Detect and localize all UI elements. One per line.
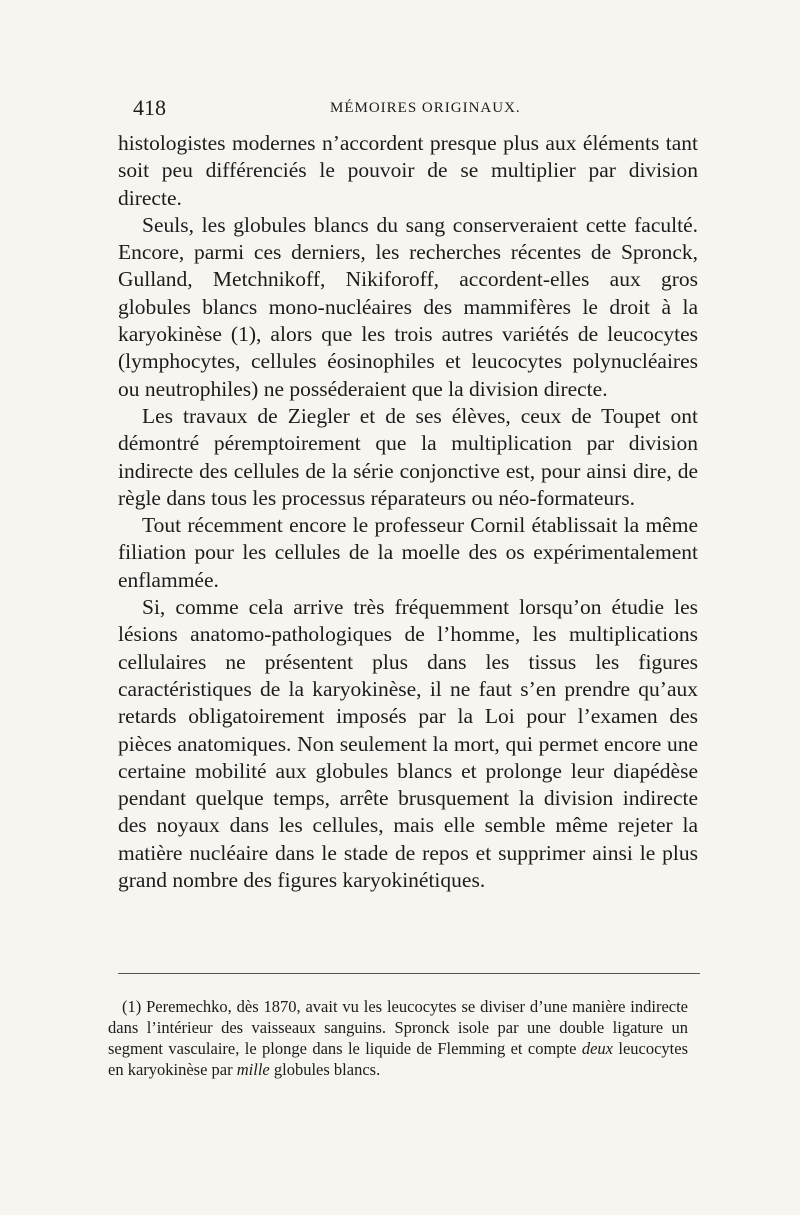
- page-number: 418: [133, 95, 166, 120]
- paragraph-continuation: histologistes modernes n’accordent presque plus aux éléments tant soit peu différenciés le pouvoir de se multiplier par division directe.: [118, 131, 698, 210]
- footnote-italic-mille: mille: [236, 1060, 270, 1079]
- footnote-text-end: globules blancs.: [269, 1060, 381, 1079]
- main-text: [118, 130, 698, 894]
- paragraph-ziegler: Les travaux de Ziegler et de ses élèves, ceux de Toupet ont démontré péremptoirement que la multiplication par division indirecte des cellules de la série conjonctive est, pour ainsi dire, de règle dans tous les processus réparateurs ou néo-formateurs.: [118, 403, 698, 510]
- footnote-text-middle: leucocytes en karyokinèse par: [108, 1039, 688, 1079]
- footnote: [108, 996, 688, 1080]
- paragraph-lesions: Si, comme cela arrive très fréquemment lorsqu’on étudie les lésions anatomo-pathologiques de l’homme, les multiplications cellulaires ne présentent plus dans les tissus les figures caractéristiques de la karyokinèse, il ne faut s’en prendre qu’aux retards obligatoirement imposés par la Loi pour l’examen des pièces anatomiques. Non seulement la mort, qui permet encore une certaine mobilité aux globules blancs et prolonge leur diapédèse pendant quelque temps, arrête brusquement la division indirecte des noyaux dans les cellules, mais elle semble même rejeter la matière nucléaire dans le stade de repos et supprimer ainsi le plus grand nombre des figures karyokinétiques.: [118, 595, 698, 893]
- running-title: MÉMOIRES ORIGINAUX.: [330, 100, 521, 116]
- paragraph-cornil: Tout récemment encore le professeur Cornil établissait la même filiation pour les cellules de la moelle des os expérimentalement enflammée.: [118, 513, 698, 592]
- footnote-text-start: (1) Peremechko, dès 1870, avait vu les leucocytes se diviser d’une manière indirecte dans l’intérieur des vaisseaux sanguins. Spronck isole par une double ligature un segment vasculaire, le plonge dans le liquide de Flemming et compte: [108, 997, 688, 1058]
- paragraph-globules-blancs: Seuls, les globules blancs du sang conserveraient cette faculté. Encore, parmi ces derniers, les recherches récentes de Spronck, Gulland, Metchnikoff, Nikiforoff, accordent-elles aux gros globules blancs mono-nucléaires des mammifères le droit à la karyokinèse (1), alors que les trois autres variétés de leucocytes (lymphocytes, cellules éosinophiles et leucocytes polynucléaires ou neutrophiles) ne posséderaient que la division directe.: [118, 212, 698, 401]
- page-header: [133, 95, 693, 125]
- footnote-divider: [118, 973, 700, 974]
- footnote-italic-deux: deux: [581, 1039, 613, 1058]
